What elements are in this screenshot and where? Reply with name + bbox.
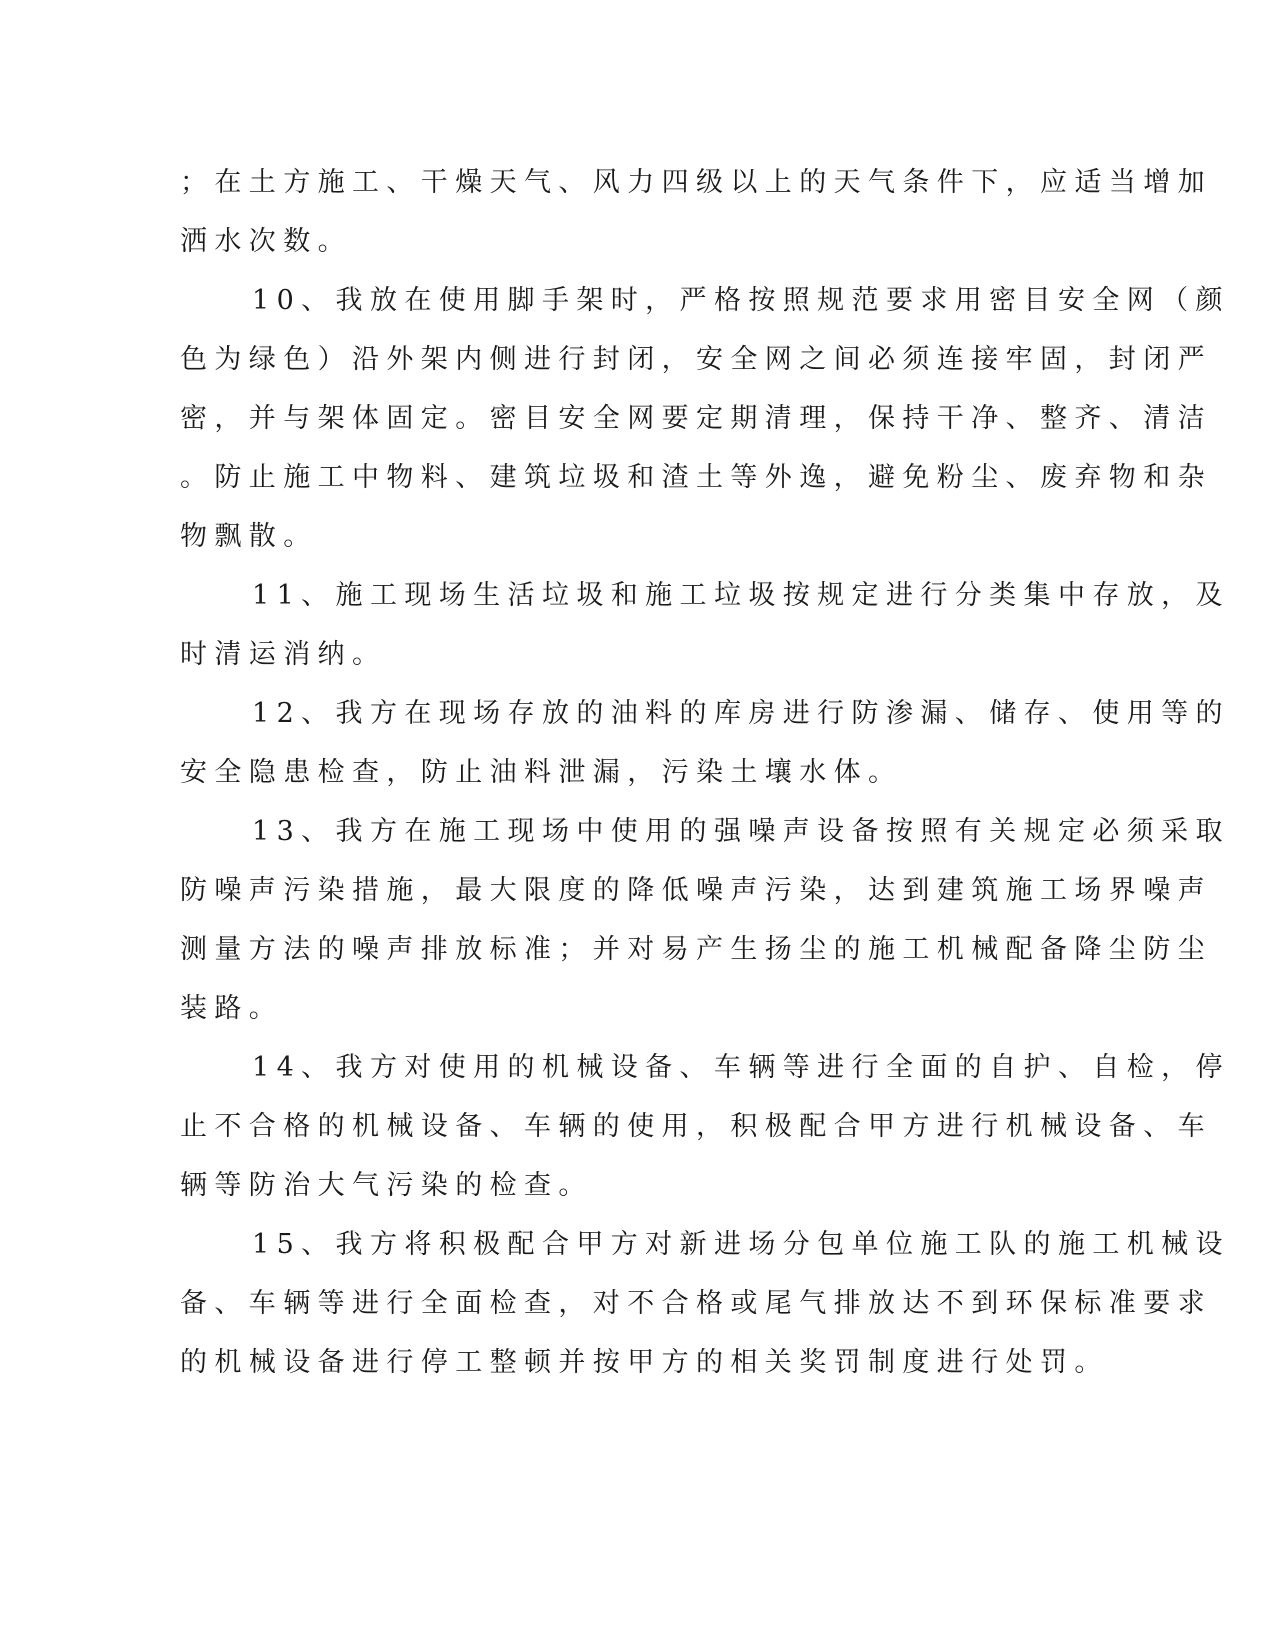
paragraph-item-15	[180, 1215, 1230, 1392]
paragraph-item-12	[180, 684, 1230, 802]
text-line: 11、施工现场生活垃圾和施工垃圾按规定进行分类集中存放，及	[252, 580, 1230, 611]
text-line: 13、我方在施工现场中使用的强噪声设备按照有关规定必须采取	[252, 816, 1230, 847]
text-line: 洒水次数。	[180, 226, 352, 257]
paragraph-continued	[180, 153, 1212, 271]
text-line: 色为绿色）沿外架内侧进行封闭，安全网之间必须连接牢固，封闭严	[180, 344, 1212, 375]
paragraph-item-13	[180, 802, 1230, 1038]
text-line: 密，并与架体固定。密目安全网要定期清理，保持干净、整齐、清洁	[180, 403, 1212, 434]
text-line: ；在土方施工、干燥天气、风力四级以上的天气条件下，应适当增加	[180, 167, 1212, 198]
text-line: 备、车辆等进行全面检查，对不合格或尾气排放达不到环保标准要求	[180, 1288, 1212, 1319]
paragraph-item-10	[180, 271, 1230, 566]
text-line: 的机械设备进行停工整顿并按甲方的相关奖罚制度进行处罚。	[180, 1347, 1109, 1378]
text-line: 。防止施工中物料、建筑垃圾和渣土等外逸，避免粉尘、废弃物和杂	[180, 462, 1212, 493]
text-line: 物飘散。	[180, 521, 318, 552]
paragraph-item-11	[180, 566, 1230, 684]
text-line: 14、我方对使用的机械设备、车辆等进行全面的自护、自检，停	[252, 1052, 1230, 1083]
text-line: 12、我方在现场存放的油料的库房进行防渗漏、储存、使用等的	[252, 698, 1230, 729]
text-line: 15、我方将积极配合甲方对新进场分包单位施工队的施工机械设	[252, 1229, 1230, 1260]
text-line: 时清运消纳。	[180, 639, 387, 670]
text-line: 防噪声污染措施，最大限度的降低噪声污染，达到建筑施工场界噪声	[180, 875, 1212, 906]
document-body	[180, 153, 1230, 1392]
text-line: 止不合格的机械设备、车辆的使用，积极配合甲方进行机械设备、车	[180, 1111, 1212, 1142]
text-line: 装路。	[180, 993, 284, 1024]
paragraph-item-14	[180, 1038, 1230, 1215]
text-line: 辆等防治大气污染的检查。	[180, 1170, 593, 1201]
text-line: 安全隐患检查，防止油料泄漏，污染土壤水体。	[180, 757, 903, 788]
text-line: 测量方法的噪声排放标准；并对易产生扬尘的施工机械配备降尘防尘	[180, 934, 1212, 965]
text-line: 10、我放在使用脚手架时，严格按照规范要求用密目安全网（颜	[252, 285, 1230, 316]
